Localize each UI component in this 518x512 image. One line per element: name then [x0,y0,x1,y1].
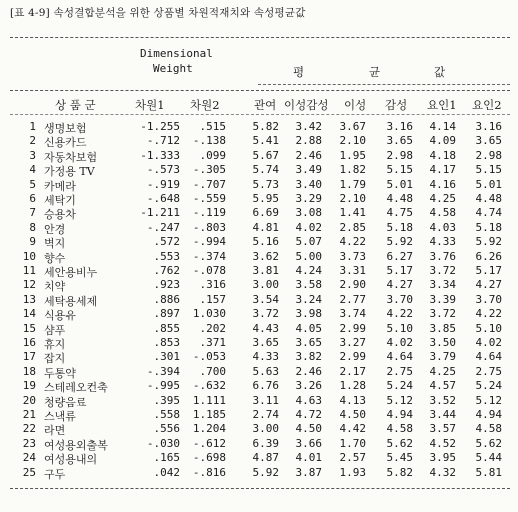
rational-emotional-value: 5.07 [295,235,322,249]
rational-emotional-value: 3.40 [295,177,322,191]
factor1-value: 4.17 [429,163,456,177]
factor2-value: 4.02 [475,336,502,349]
involvement-value: 5.63 [252,364,279,378]
product-name: 라면 [44,424,66,438]
row-number: 5 [29,177,36,191]
rational-value: 4.42 [339,422,366,436]
rational-emotional-value: 3.82 [295,350,322,364]
emotional-value: 3.16 [386,120,413,133]
product-name: 신용카드 [44,136,87,150]
emotional-value: 5.24 [386,379,413,393]
emotional-value: 5.10 [386,321,413,335]
row-number: 18 [22,364,36,378]
rational-emotional-value: 3.42 [295,120,322,133]
factor2-value: 5.17 [475,264,502,277]
dim2-value: -.707 [192,177,226,191]
rational-value: 1.28 [339,379,366,393]
emotional-value: 4.94 [386,408,413,421]
row-number: 22 [22,422,36,436]
dim2-value: .099 [199,148,226,162]
rational-emotional-value: 4.50 [295,422,322,436]
factor1-value: 3.50 [429,336,456,349]
involvement-value: 5.92 [252,465,279,479]
factor2-value: 3.65 [475,134,502,148]
involvement-value: 3.65 [252,336,279,349]
rational-value: 3.27 [339,336,366,349]
emotional-value: 5.92 [386,235,413,249]
rational-emotional-value: 3.87 [295,465,322,479]
row-number: 1 [29,120,36,133]
dim2-value: -.559 [192,192,226,205]
emotional-value: 4.02 [386,336,413,349]
product-name: 벽지 [44,237,66,251]
emotional-value: 4.75 [386,206,413,220]
dim2-value: 1.030 [192,307,226,321]
col-header-factor1: 요인1 [427,98,457,112]
dim2-value: 1.185 [192,408,226,421]
product-name: 세탁기 [44,194,76,207]
factor1-value: 3.76 [429,249,456,263]
product-group-header: 상 품 군 [55,98,96,112]
dim1-value: .762 [153,264,180,277]
dim1-value: .301 [153,350,180,364]
rational-emotional-value: 4.02 [295,220,322,234]
factor2-value: 5.92 [475,235,502,249]
product-name: 승용차 [44,208,76,222]
rational-value: 2.77 [339,292,366,306]
factor2-value: 5.15 [475,163,502,177]
product-name: 향수 [44,251,66,265]
factor2-value: 3.70 [475,292,502,306]
rational-value: 2.17 [339,364,366,378]
col-header-involvement: 관여 [254,98,277,112]
rational-emotional-value: 4.01 [295,451,322,465]
row-number: 15 [22,321,36,335]
row-number: 6 [29,192,36,205]
dim1-value: -.648 [146,192,180,205]
row-number: 23 [22,436,36,450]
factor1-value: 4.52 [429,436,456,450]
factor1-value: 3.44 [429,408,456,421]
col-header-emotional: 감성 [385,98,408,112]
rational-emotional-value: 4.24 [295,264,322,277]
dim1-value: .165 [153,451,180,465]
involvement-value: 5.73 [252,177,279,191]
dim1-value: .042 [153,465,180,479]
involvement-value: 4.33 [252,350,279,364]
dim1-value: -.247 [146,220,180,234]
factor2-value: 4.58 [475,422,502,436]
dim1-value: -1.211 [140,206,180,220]
rational-emotional-value: 3.26 [295,379,322,393]
col-header-factor2: 요인2 [472,98,502,112]
emotional-value: 5.12 [386,393,413,407]
factor1-value: 3.95 [429,451,456,465]
row-number: 24 [22,451,36,465]
rational-value: 2.10 [339,134,366,148]
row-number: 17 [22,350,36,364]
rational-value: 1.41 [339,206,366,220]
dim2-value: -.612 [192,436,226,450]
involvement-value: 6.76 [252,379,279,393]
rational-value: 1.79 [339,177,366,191]
factor1-value: 4.25 [429,192,456,205]
dim1-value: .572 [153,235,180,249]
row-number: 13 [22,292,36,306]
dim2-value: .157 [199,292,226,306]
factor1-value: 3.57 [429,422,456,436]
factor1-value: 4.25 [429,364,456,378]
involvement-value: 4.81 [252,220,279,234]
factor1-value: 4.32 [429,465,456,479]
factor1-value: 4.58 [429,206,456,220]
factor2-value: 4.94 [475,408,502,421]
dim2-value: -.994 [192,235,226,249]
emotional-value: 4.48 [386,192,413,205]
involvement-value: 3.81 [252,264,279,277]
bottom-rule [10,488,510,489]
emotional-value: 3.70 [386,292,413,306]
col-header-dim1: 차원1 [135,98,165,112]
rational-value: 2.99 [339,350,366,364]
rational-emotional-value: 4.63 [295,393,322,407]
factor1-value: 4.03 [429,220,456,234]
dimensional-header: Dimensional [140,47,213,60]
involvement-value: 5.95 [252,192,279,205]
dim1-value: -.995 [146,379,180,393]
dim2-value: -.138 [192,134,226,148]
factor1-value: 3.52 [429,393,456,407]
involvement-value: 2.74 [252,408,279,421]
emotional-value: 5.01 [386,177,413,191]
row-number: 3 [29,148,36,162]
top-rule [10,37,510,38]
factor2-value: 3.16 [475,120,502,133]
avg-header-char-1: 평 [293,65,305,79]
product-name: 두통약 [44,366,76,380]
dim1-value: -.712 [146,134,180,148]
dim1-value: .553 [153,249,180,263]
row-number: 25 [22,465,36,479]
involvement-value: 3.00 [252,422,279,436]
product-name: 여성용내의 [44,453,98,467]
rational-value: 4.22 [339,235,366,249]
dim1-value: .556 [153,422,180,436]
involvement-value: 5.74 [252,163,279,177]
product-name: 세탁용세제 [44,294,98,308]
product-name: 가정용 TV [44,165,95,179]
row-number: 9 [29,235,36,249]
rational-emotional-value: 4.05 [295,321,322,335]
factor2-value: 5.44 [475,451,502,465]
dim1-value: .558 [153,408,180,421]
dim1-value: -.394 [146,364,180,378]
rational-value: 3.67 [339,120,366,133]
rational-emotional-value: 3.98 [295,307,322,321]
product-name: 여성용외출복 [44,438,108,452]
factor2-value: 4.64 [475,350,502,364]
factor1-value: 4.33 [429,235,456,249]
involvement-value: 3.54 [252,292,279,306]
row-number: 10 [22,249,36,263]
header-rule [10,90,510,91]
rational-emotional-value: 3.24 [295,292,322,306]
row-number: 12 [22,278,36,292]
rational-value: 4.50 [339,408,366,421]
weight-header: Weight [153,62,193,75]
dim2-value: 1.111 [192,393,226,407]
rational-value: 2.10 [339,192,366,205]
rational-value: 4.13 [339,393,366,407]
factor1-value: 4.16 [429,177,456,191]
row-number: 8 [29,220,36,234]
emotional-value: 2.75 [386,364,413,378]
factor2-value: 5.10 [475,321,502,335]
factor1-value: 3.34 [429,278,456,292]
dim2-value: .700 [199,364,226,378]
rational-value: 1.82 [339,163,366,177]
factor1-value: 4.57 [429,379,456,393]
factor1-value: 3.72 [429,264,456,277]
row-number: 20 [22,393,36,407]
involvement-value: 5.16 [252,235,279,249]
rational-value: 1.70 [339,436,366,450]
product-name: 스테레오컨축 [44,381,108,395]
factor2-value: 5.81 [475,465,502,479]
emotional-value: 3.65 [386,134,413,148]
product-name: 카메라 [44,179,76,193]
rational-value: 1.93 [339,465,366,479]
rational-emotional-value: 3.08 [295,206,322,220]
involvement-value: 6.39 [252,436,279,450]
dim2-value: -.053 [192,350,226,364]
emotional-value: 5.45 [386,451,413,465]
product-name: 치약 [44,280,66,294]
rational-emotional-value: 2.88 [295,134,322,148]
factor1-value: 3.72 [429,307,456,321]
dim1-value: .897 [153,307,180,321]
product-name: 샴푸 [44,323,66,337]
dim2-value: -.119 [192,206,226,220]
factor2-value: 5.62 [475,436,502,450]
dim2-value: .515 [199,120,226,133]
dim1-value: .886 [153,292,180,306]
factor2-value: 5.12 [475,393,502,407]
rational-emotional-value: 3.29 [295,192,322,205]
rational-emotional-value: 3.66 [295,436,322,450]
avg-header-char-2: 균 [369,65,381,79]
row-number: 11 [22,264,36,277]
factor2-value: 4.74 [475,206,502,220]
col-header-rational: 이성 [344,98,367,112]
dim2-value: -.698 [192,451,226,465]
involvement-value: 5.41 [252,134,279,148]
emotional-value: 5.18 [386,220,413,234]
factor2-value: 5.01 [475,177,502,191]
dim1-value: -.573 [146,163,180,177]
rational-value: 2.85 [339,220,366,234]
row-number: 7 [29,206,36,220]
factor2-value: 6.26 [475,249,502,263]
table-title: [표 4-9] 속성결합분석을 위한 상품별 차원적재치와 속성평균값 [10,7,306,19]
factor1-value: 3.79 [429,350,456,364]
dim2-value: .316 [199,278,226,292]
dim1-value: -1.255 [140,120,180,133]
row-number: 14 [22,307,36,321]
factor2-value: 2.98 [475,148,502,162]
rational-value: 2.57 [339,451,366,465]
row-number: 19 [22,379,36,393]
product-name: 생명보험 [44,122,87,135]
dim2-value: .371 [199,336,226,349]
rational-emotional-value: 3.65 [295,336,322,349]
emotional-value: 5.82 [386,465,413,479]
col-header-dim2: 차원2 [190,98,220,112]
product-name: 안경 [44,222,66,236]
factor1-value: 4.14 [429,120,456,133]
factor2-value: 2.75 [475,364,502,378]
dim2-value: -.816 [192,465,226,479]
emotional-value: 6.27 [386,249,413,263]
dim2-value: 1.204 [192,422,226,436]
factor1-value: 4.09 [429,134,456,148]
product-name: 청량음료 [44,395,87,409]
involvement-value: 6.69 [252,206,279,220]
dim2-value: -.632 [192,379,226,393]
dim1-value: .855 [153,321,180,335]
row-number: 21 [22,408,36,421]
emotional-value: 2.98 [386,148,413,162]
factor1-value: 3.85 [429,321,456,335]
dim1-value: .395 [153,393,180,407]
rational-emotional-value: 2.46 [295,364,322,378]
product-name: 자동차보험 [44,150,98,164]
involvement-value: 5.67 [252,148,279,162]
emotional-value: 4.22 [386,307,413,321]
rational-value: 3.31 [339,264,366,277]
dim1-value: -.919 [146,177,180,191]
rational-value: 2.90 [339,278,366,292]
rational-emotional-value: 3.49 [295,163,322,177]
involvement-value: 3.62 [252,249,279,263]
rational-emotional-value: 4.72 [295,408,322,421]
subheader-rule [10,114,510,115]
row-number: 4 [29,163,36,177]
rational-value: 3.73 [339,249,366,263]
involvement-value: 4.87 [252,451,279,465]
factor2-value: 4.22 [475,307,502,321]
involvement-value: 3.72 [252,307,279,321]
dim2-value: .202 [199,321,226,335]
product-name: 잡지 [44,352,66,366]
avg-header-char-3: 값 [434,65,446,79]
emotional-value: 5.15 [386,163,413,177]
factor1-value: 4.18 [429,148,456,162]
factor2-value: 5.18 [475,220,502,234]
dim1-value: .853 [153,336,180,349]
involvement-value: 4.43 [252,321,279,335]
rational-value: 1.95 [339,148,366,162]
dim2-value: -.374 [192,249,226,263]
product-name: 세안용비누 [44,266,98,279]
rational-value: 2.99 [339,321,366,335]
involvement-value: 3.11 [252,393,279,407]
rational-emotional-value: 2.46 [295,148,322,162]
emotional-value: 5.62 [386,436,413,450]
factor1-value: 3.39 [429,292,456,306]
factor2-value: 4.27 [475,278,502,292]
dim1-value: .923 [153,278,180,292]
product-name: 구두 [44,467,66,481]
product-name: 스낵류 [44,410,76,423]
dim2-value: -.803 [192,220,226,234]
rational-value: 3.74 [339,307,366,321]
dim2-value: -.305 [192,163,226,177]
product-name: 식용유 [44,309,76,323]
factor2-value: 4.48 [475,192,502,205]
product-name: 휴지 [44,338,66,351]
emotional-value: 4.58 [386,422,413,436]
col-header-rational-emotional: 이성감성 [284,98,329,112]
row-number: 2 [29,134,36,148]
involvement-value: 5.82 [252,120,279,133]
emotional-value: 4.27 [386,278,413,292]
involvement-value: 3.00 [252,278,279,292]
dim1-value: -1.333 [140,148,180,162]
dim2-value: -.078 [192,264,226,277]
factor2-value: 5.24 [475,379,502,393]
rational-emotional-value: 3.58 [295,278,322,292]
emotional-value: 5.17 [386,264,413,277]
dim1-value: -.030 [146,436,180,450]
rational-emotional-value: 5.00 [295,249,322,263]
row-number: 16 [22,336,36,349]
avg-group-rule [258,84,510,85]
emotional-value: 4.64 [386,350,413,364]
